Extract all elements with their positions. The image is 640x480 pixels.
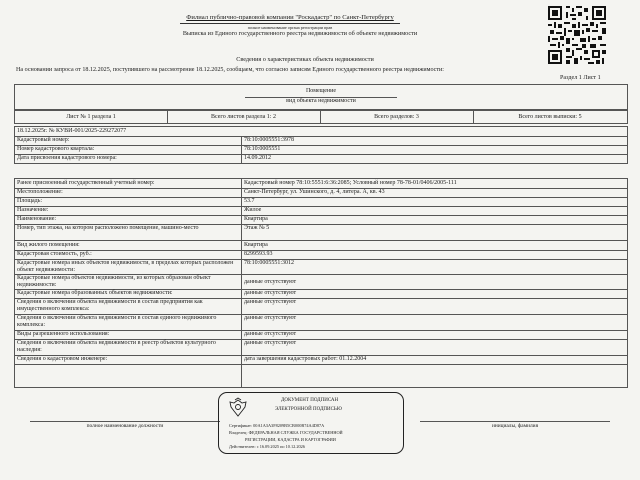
- field-label: Сведения о включении объекта недвижимости в состав предприятия как имущественного комплекса:: [17, 299, 203, 312]
- assignment-date: 14.09.2012: [244, 155, 271, 161]
- stamp-certificate: Сертификат: 00A1A3A3F8209B5CB000B74A4D87A: [229, 423, 325, 428]
- field-label: Сведения о кадастровом инженере:: [17, 356, 108, 362]
- field-label: Дата присвоения кадастрового номера:: [17, 155, 117, 161]
- field-label: Площадь:: [17, 198, 43, 204]
- field-label: Номер, тип этажа, на котором расположено помещение, машино-место: [17, 225, 199, 231]
- derived-objects: данные отсутствуют: [244, 290, 297, 296]
- field-label: Вид жилого помещения:: [17, 242, 80, 248]
- field-label: Кадастровые номера иных объектов недвижимости, в пределах которых расположен объект недвижимости:: [17, 260, 234, 273]
- electronic-signature-stamp: [218, 392, 404, 454]
- field-label: Наименование:: [17, 216, 57, 222]
- purpose: Жилое: [244, 207, 262, 213]
- position-caption: полное наименование должности: [86, 423, 164, 429]
- characteristics-table: [14, 178, 628, 388]
- field-label: Виды разрешенного использования:: [17, 331, 110, 337]
- sheets-in-extract: Всего листов выписки: 5: [518, 114, 582, 120]
- cadastral-quarter: 78:10:0005551: [244, 146, 281, 152]
- field-label: Местоположение:: [17, 189, 63, 195]
- source-objects: данные отсутствуют: [244, 279, 297, 285]
- field-label: Назначение:: [17, 207, 49, 213]
- intro-text: На основании запроса от 18.12.2025, поступившего на рассмотрение 18.12.2025, сообщаем, что согласно записям Единого государственного реестра недвижимости:: [16, 67, 444, 73]
- top-fields-table: [14, 126, 628, 164]
- cadastral-number: 78:10:0005551:3978: [244, 137, 295, 143]
- unified-complex: данные отсутствуют: [244, 315, 297, 321]
- field-label: Кадастровые номера образованных объектов недвижимости:: [17, 290, 173, 296]
- coat-of-arms-icon: [226, 397, 250, 421]
- previous-number: Кадастровый номер 78:10:5551:6:36:2085; Условный номер 78-78-01/0406/2005-111: [244, 180, 457, 186]
- field-label: Кадастровый номер:: [17, 137, 70, 143]
- organization-caption: полное наименование органа регистрации прав: [180, 23, 400, 30]
- field-label: Кадастровая стоимость, руб.:: [17, 251, 92, 257]
- qr-code-icon: [548, 6, 606, 64]
- sheet-number: Лист № 1 раздела 1: [66, 114, 116, 120]
- stamp-line-es: ЭЛЕКТРОННОЙ ПОДПИСЬЮ: [275, 407, 342, 412]
- stamp-line-signed: ДОКУМЕНТ ПОДПИСАН: [281, 398, 339, 403]
- section-label: Раздел 1 Лист 1: [560, 75, 601, 81]
- object-type-value: Помещение: [305, 88, 337, 94]
- stamp-owner-cont: РЕГИСТРАЦИИ, КАДАСТРА И КАРТОГРАФИИ: [245, 437, 336, 442]
- cadastral-value: 8299593.93: [244, 251, 273, 257]
- field-label: Сведения о включении объекта недвижимости в реестр объектов культурного наследия:: [17, 340, 216, 353]
- document-subtitle: Сведения о характеристиках объекта недвижимости: [236, 56, 374, 63]
- object-type-caption: вид объекта недвижимости: [286, 98, 356, 104]
- permitted-use: данные отсутствуют: [244, 331, 297, 337]
- sheet-info-row: [14, 110, 628, 124]
- field-label: Кадастровые номера объектов недвижимости, из которых образован объект недвижимости:: [17, 275, 211, 288]
- dwelling-type: Квартира: [244, 242, 268, 248]
- field-label: Ранее присвоенный государственный учетный номер:: [17, 180, 155, 186]
- enterprise-complex: данные отсутствуют: [244, 299, 297, 305]
- name-caption: инициалы, фамилия: [491, 423, 539, 429]
- stamp-owner: Владелец: ФЕДЕРАЛЬНАЯ СЛУЖБА ГОСУДАРСТВЕННОЙ: [229, 430, 343, 435]
- field-label: Сведения о включении объекта недвижимости в состав единого недвижимого комплекса:: [17, 315, 217, 328]
- object-name: Квартира: [244, 216, 268, 222]
- parent-object-number: 78:10:0005551:3012: [244, 260, 295, 266]
- organization-title: Филиал публично-правовой компании "Роскадастр" по Санкт-Петербургу: [186, 14, 394, 21]
- field-label: Номер кадастрового квартала:: [17, 146, 95, 152]
- document-title: Выписка из Единого государственного реестра недвижимости об объекте недвижимости: [182, 30, 418, 37]
- extract-number: 18.12.2025г. № КУВИ-001/2025-229272077: [17, 128, 127, 134]
- cultural-heritage: данные отсутствуют: [244, 340, 297, 346]
- object-type-box: [14, 84, 628, 110]
- location: Санкт-Петербург, ул. Ушинского, д. 4, литера. А, кв. 43: [244, 189, 385, 195]
- floor: Этаж № 5: [244, 225, 270, 231]
- sheets-in-section: Всего листов раздела 1: 2: [211, 114, 276, 120]
- stamp-validity: Действителен: с 16.09.2025 по 10.12.2026: [229, 444, 305, 449]
- area: 53.7: [244, 198, 255, 204]
- sections-total: Всего разделов: 3: [374, 114, 419, 120]
- cadastral-engineer: дата завершения кадастровых работ: 01.12.2004: [244, 356, 367, 362]
